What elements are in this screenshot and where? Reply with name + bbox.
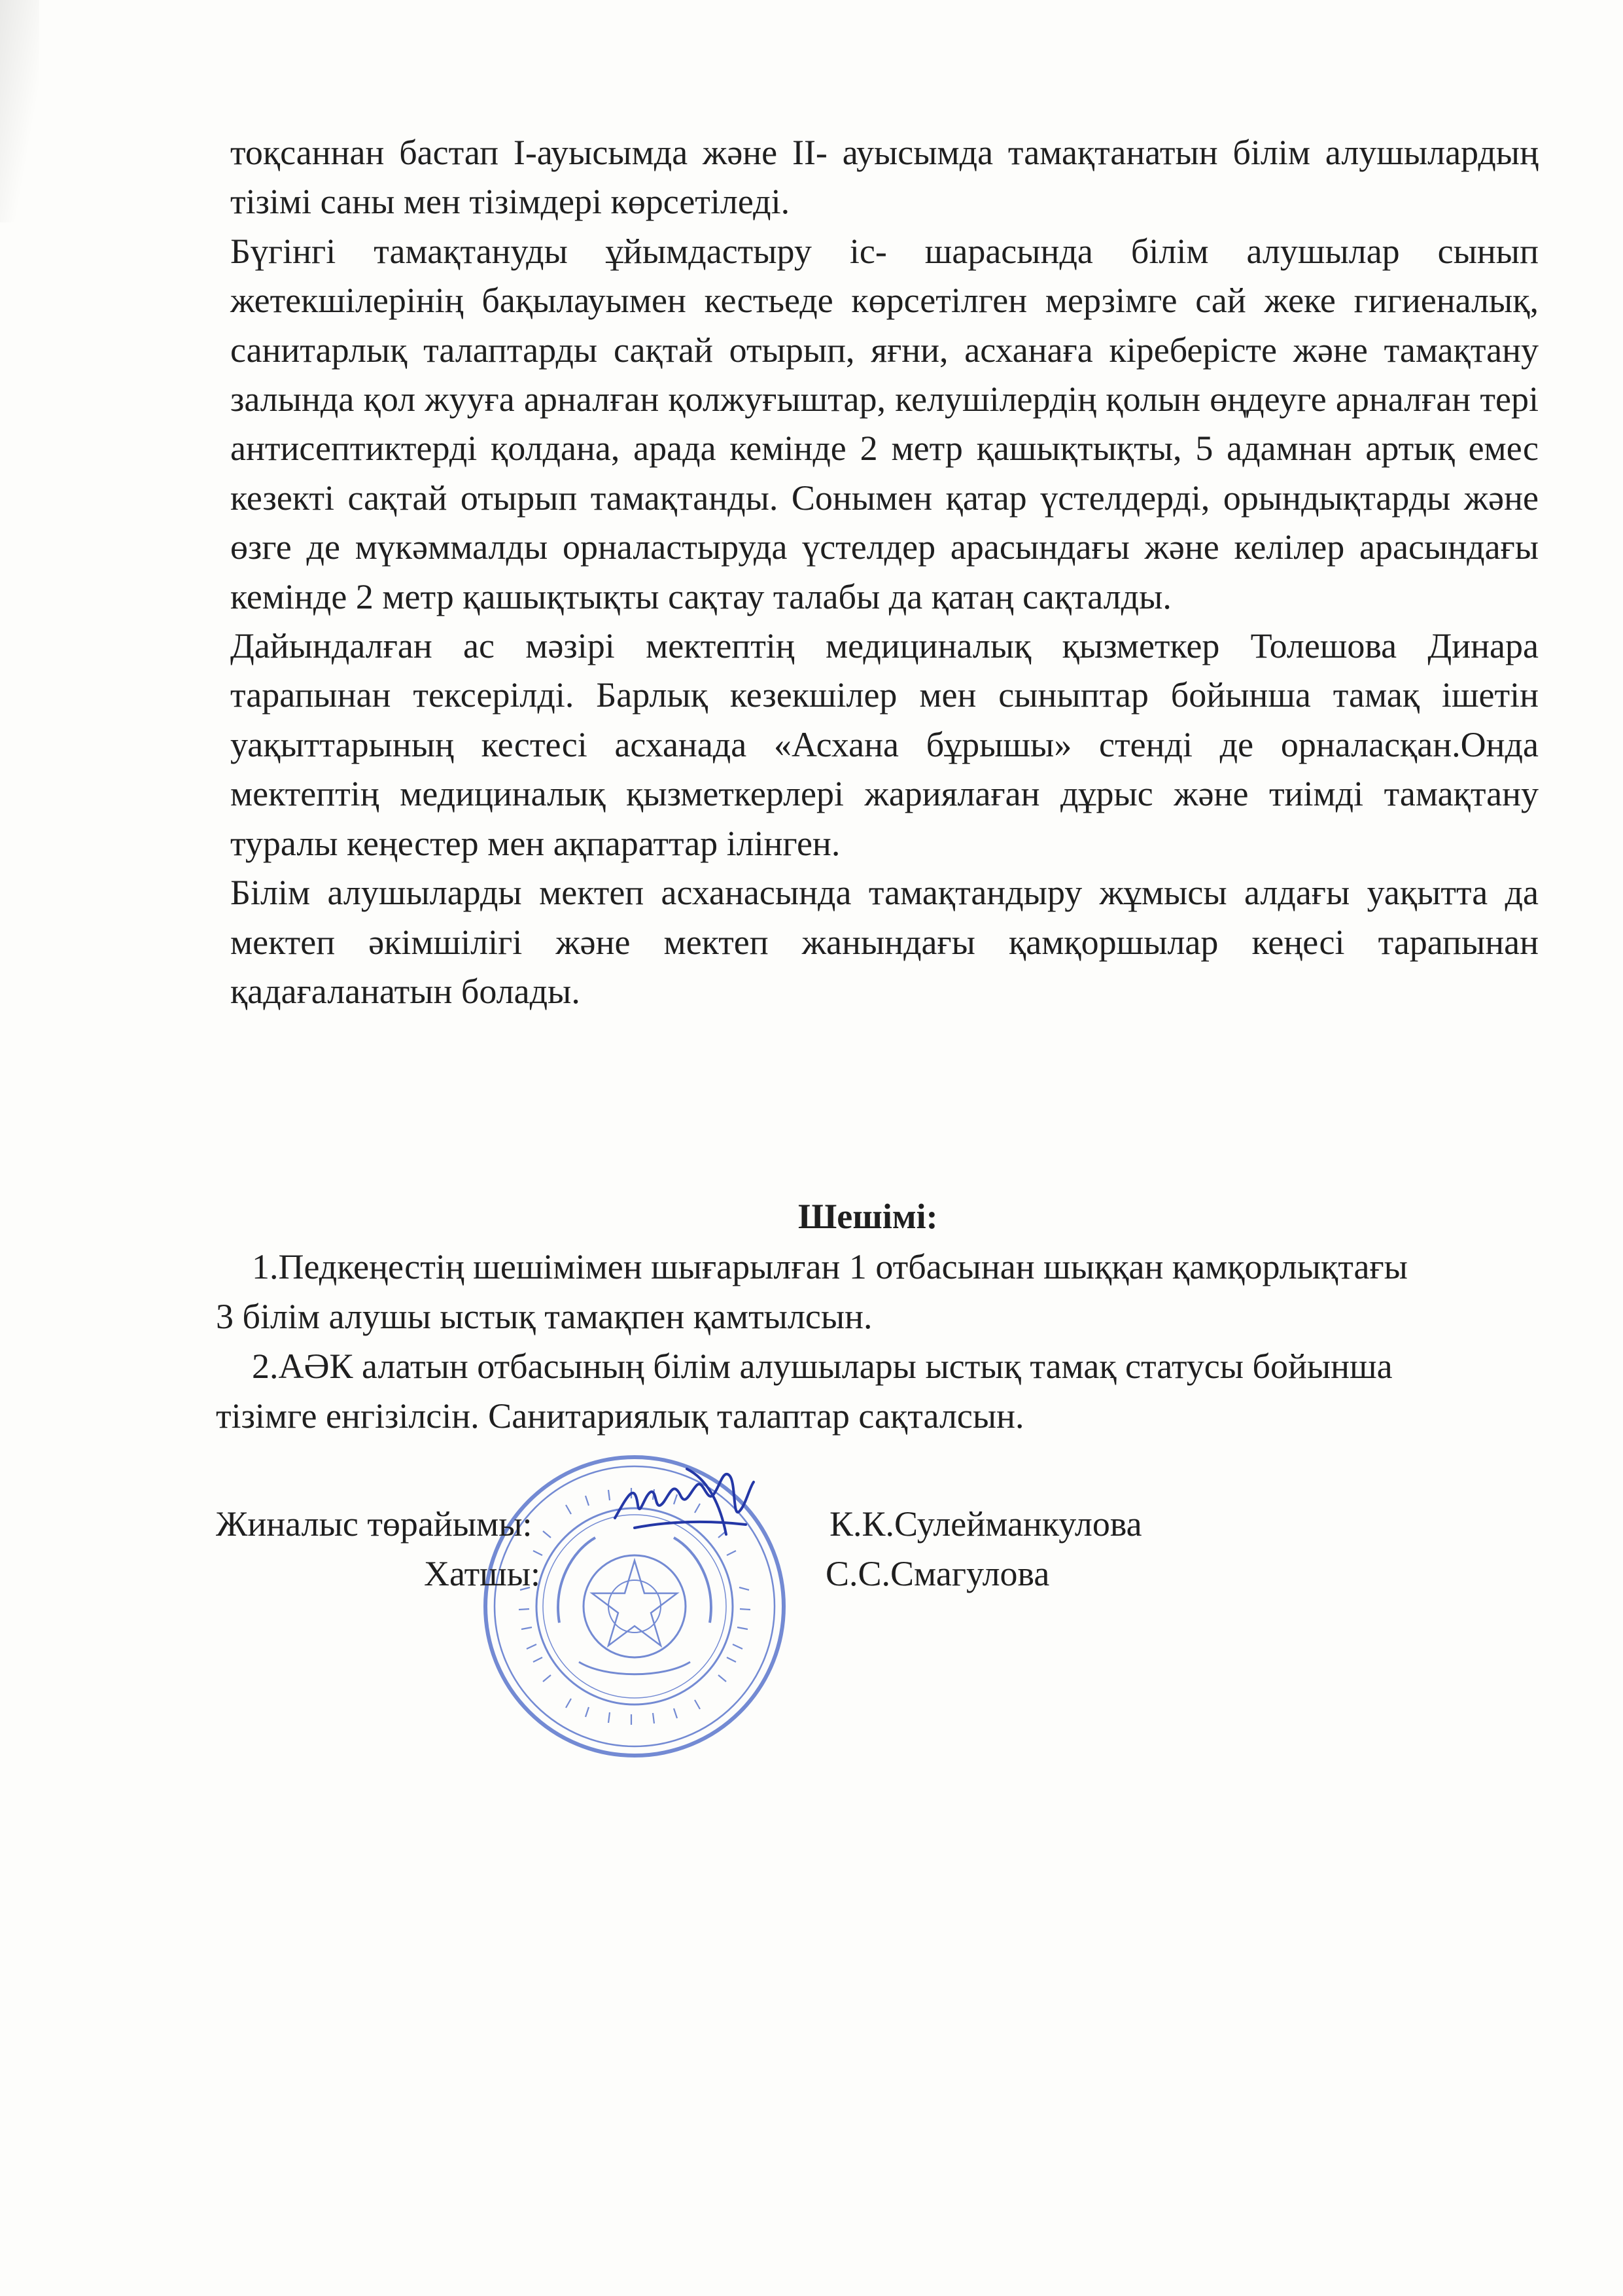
- decision-heading: Шешімі:: [798, 1197, 938, 1236]
- decision-list: [216, 1242, 1524, 1441]
- chair-name: К.К.Сулейманкулова: [829, 1504, 1142, 1544]
- body-text: [230, 128, 1539, 1016]
- decision-item-2-line-1: 2.АӘК алатын отбасының білім алушылары ыстық тамақ статусы бойынша: [252, 1347, 1393, 1386]
- secretary-name: С.С.Смагулова: [826, 1554, 1050, 1593]
- chair-label: Жиналыс төрайымы:: [216, 1504, 532, 1544]
- signature-icon: [608, 1456, 759, 1551]
- decision-item-1-line-2: 3 білім алушы ыстық тамақпен қамтылсын.: [216, 1297, 873, 1336]
- secretary-label: Хатшы:: [424, 1554, 541, 1593]
- paragraph-4: Білім алушыларды мектеп асханасында тамақтандыру жұмысы алдағы уақытта да мектеп әкімшілігі және мектеп жанындағы қамқоршылар кеңесі тарапынан қадағаланатын болады.: [230, 873, 1539, 1011]
- paragraph-1: тоқсаннан бастап І-ауысымда және ІІ- ауысымда тамақтанатын білім алушылардың тізімі саны мен тізімдері көрсетіледі.: [230, 133, 1539, 222]
- scan-shadow: [0, 0, 39, 222]
- decision-item-1-line-1: 1.Педкеңестің шешімімен шығарылған 1 отбасынан шыққан қамқорлықтағы: [252, 1247, 1408, 1286]
- paragraph-3: Дайындалған ас мәзірі мектептің медициналық қызметкер Толешова Динара тарапынан тексерілді. Барлық кезекшілер мен сыныптар бойынша тамақ ішетін уақыттарының кестесі асханада «Асхана бұрышы» стенді де орналасқан.Онда мектептің медициналық қызметкерлері жариялаған дұрыс және тиімді тамақтану туралы кеңестер мен ақпараттар ілінген.: [230, 626, 1539, 863]
- paragraph-2: Бүгінгі тамақтануды ұйымдастыру іс- шарасында білім алушылар сынып жетекшілерінің бақылауымен кестьеде көрсетілген мерзімге сай жеке гигиеналық, санитарлық талаптарды сақтай отырып, яғни, асханаға кіреберісте және тамақтану залында қол жууға арналған қолжуғыштар, келушілердің қолын өңдеуге арналған тері антисептиктерді қолдана, арада кемінде 2 метр қашықтықты, 5 адамнан артық емес кезекті сақтай отырып тамақтанды. Сонымен қатар үстелдерді, орындықтарды және өзге де мүкәммалды орналастыруда үстелдер арасындағы және келілер арасындағы кемінде 2 метр қашықтықты сақтау талабы да қатаң сақталды.: [230, 231, 1539, 616]
- decision-item-2-line-2: тізімге енгізілсін. Санитариялық талаптар сақталсын.: [216, 1396, 1024, 1436]
